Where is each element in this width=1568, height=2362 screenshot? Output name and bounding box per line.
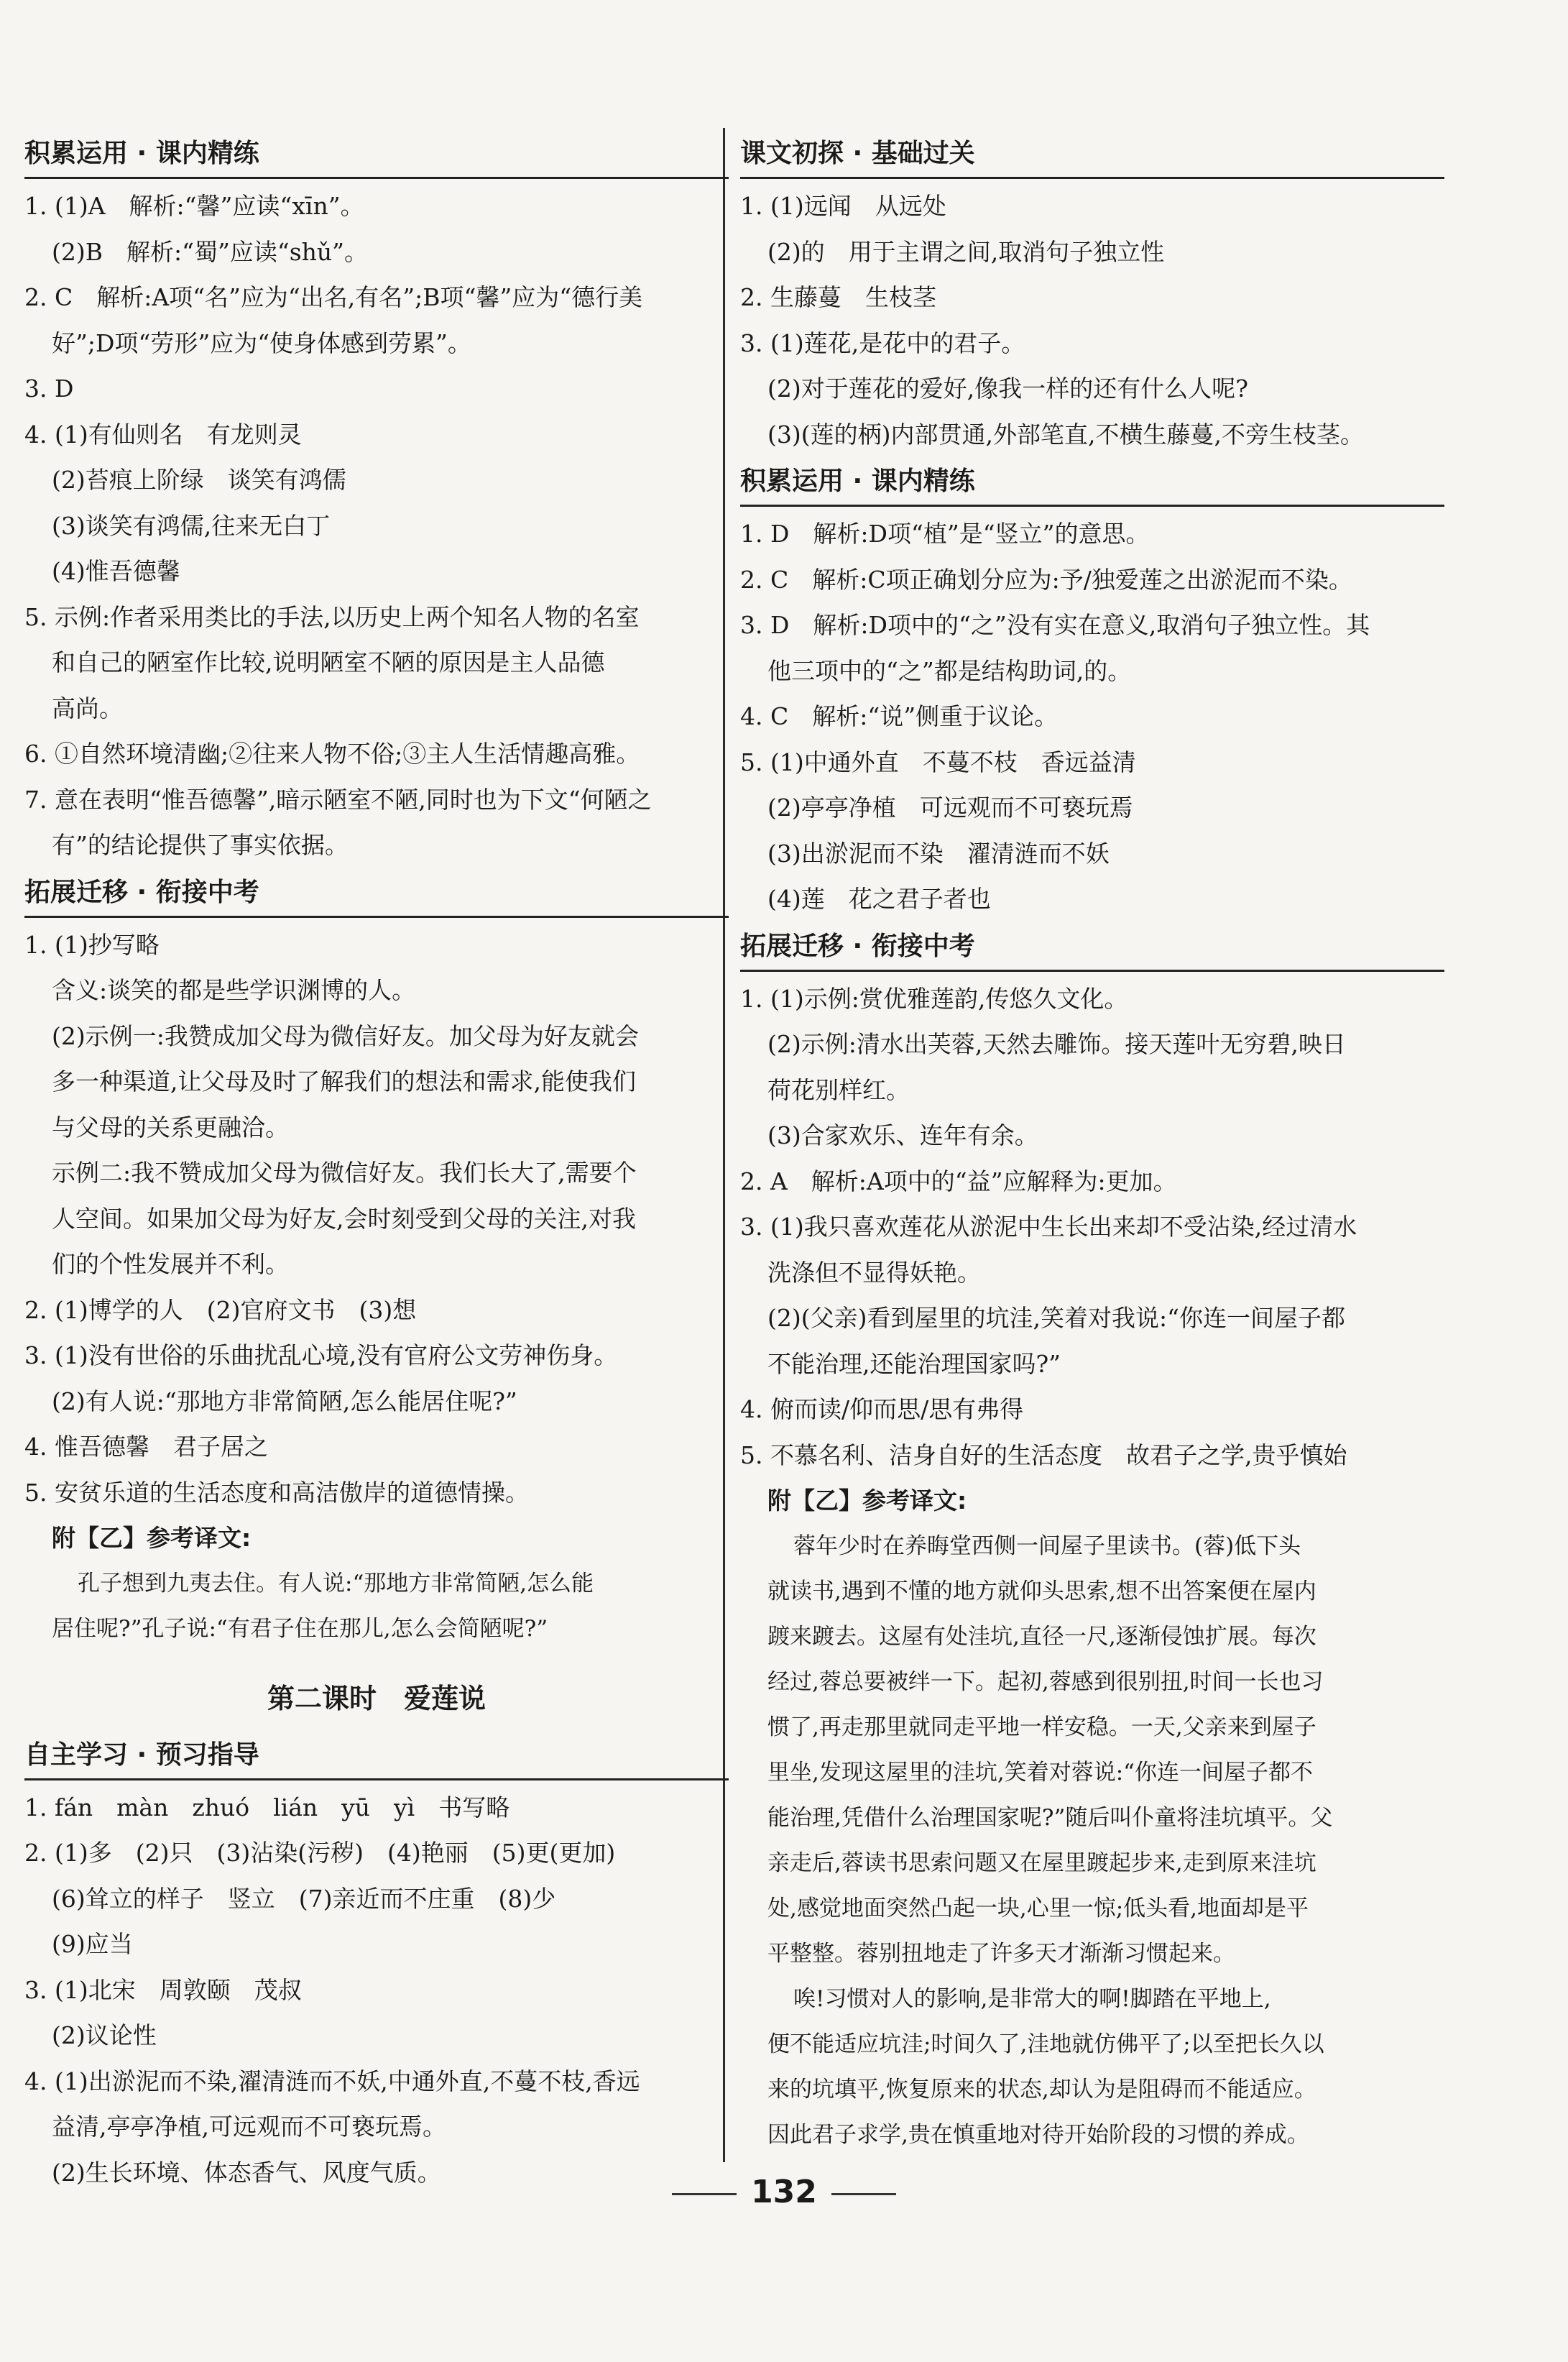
- answer-line: (2)苔痕上阶绿 谈笑有鸿儒: [52, 466, 346, 494]
- translation-heading: 附【乙】参考译文:: [52, 1524, 252, 1552]
- answer-line: (2)B 解析:“蜀”应读“shǔ”。: [52, 237, 369, 266]
- answer-line: 2. C 解析:C项正确划分应为:予/独爱莲之出淤泥而不染。: [740, 565, 1352, 594]
- answer-line: (2)亭亭净植 可远观而不可亵玩焉: [767, 794, 1133, 822]
- answer-line: (2)对于莲花的爱好,像我一样的还有什么人呢?: [767, 374, 1248, 403]
- answer-line: 有”的结论提供了事实依据。: [52, 831, 349, 859]
- translation-line: 孔子想到九夷去住。有人说:“那地方非常简陋,怎么能: [78, 1570, 594, 1596]
- answer-line: 6. ①自然环境清幽;②往来人物不俗;③主人生活情趣高雅。: [24, 740, 640, 768]
- answer-line: 3. D: [24, 374, 74, 403]
- answer-line: (3)出淤泥而不染 濯清涟而不妖: [767, 839, 1110, 868]
- answer-line: (2)示例:清水出芙蓉,天然去雕饰。接天莲叶无穷碧,映日: [767, 1030, 1346, 1058]
- answer-line: (4)莲 花之君子者也: [767, 885, 991, 913]
- answer-line: 7. 意在表明“惟吾德馨”,暗示陋室不陋,同时也为下文“何陋之: [24, 785, 652, 814]
- answer-line: (2)示例一:我赞成加父母为微信好友。加父母为好友就会: [52, 1021, 639, 1050]
- section-heading: 拓展迁移 · 衔接中考: [24, 870, 729, 918]
- page-number-dash-left: [672, 2193, 737, 2195]
- answer-line: 4. 俯而读/仰而思/思有弗得: [740, 1395, 1024, 1423]
- answer-line: 好”;D项“劳形”应为“使身体感到劳累”。: [52, 328, 471, 357]
- answer-line: (2)议论性: [52, 2021, 157, 2049]
- answer-line: 1. D 解析:D项“植”是“竖立”的意思。: [740, 520, 1150, 548]
- answer-line: 2. 生藤蔓 生枝茎: [740, 283, 936, 311]
- answer-line: 5. (1)中通外直 不蔓不枝 香远益清: [740, 748, 1136, 776]
- answer-line: 2. (1)博学的人 (2)官府文书 (3)想: [24, 1295, 417, 1324]
- answer-line: (2)有人说:“那地方非常简陋,怎么能居住呢?”: [52, 1387, 517, 1415]
- answer-line: (9)应当: [52, 1930, 133, 1958]
- translation-line: 处,感觉地面突然凸起一块,心里一惊;低头看,地面却是平: [767, 1895, 1309, 1921]
- translation-line: 平整整。蓉别扭地走了许多天才渐渐习惯起来。: [767, 1940, 1235, 1967]
- answer-line: 含义:谈笑的都是些学识渊博的人。: [52, 976, 416, 1004]
- translation-line: 居住呢?”孔子说:“有君子住在那儿,怎么会简陋呢?”: [52, 1615, 548, 1642]
- answer-line: 1. (1)抄写略: [24, 930, 160, 959]
- section-heading: 自主学习 · 预习指导: [24, 1732, 729, 1780]
- answer-line: 4. C 解析:“说”侧重于议论。: [740, 702, 1059, 730]
- page-number: [0, 2164, 1568, 2221]
- answer-line: 5. 不慕名利、洁身自好的生活态度 故君子之学,贵乎慎始: [740, 1440, 1347, 1469]
- answer-line: 2. (1)多 (2)只 (3)沾染(污秽) (4)艳丽 (5)更(更加): [24, 1839, 616, 1867]
- answer-line: (3)(莲的柄)内部贯通,外部笔直,不横生藤蔓,不旁生枝茎。: [767, 420, 1364, 449]
- answer-line: 2. A 解析:A项中的“益”应解释为:更加。: [740, 1167, 1177, 1195]
- answer-line: 4. (1)出淤泥而不染,濯清涟而不妖,中通外直,不蔓不枝,香远: [24, 2067, 640, 2095]
- answer-line: 不能治理,还能治理国家吗?”: [767, 1349, 1061, 1378]
- answer-line: 高尚。: [52, 694, 123, 722]
- answer-line: 们的个性发展并不利。: [52, 1250, 289, 1278]
- answer-line: 荷花别样红。: [767, 1075, 910, 1104]
- answer-line: (2)(父亲)看到屋里的坑洼,笑着对我说:“你连一间屋子都: [767, 1304, 1345, 1332]
- answer-line: (6)耸立的样子 竖立 (7)亲近而不庄重 (8)少: [52, 1884, 556, 1913]
- answer-line: 1. (1)示例:赏优雅莲韵,传悠久文化。: [740, 984, 1128, 1013]
- translation-line: 便不能适应坑洼;时间久了,洼地就仿佛平了;以至把长久以: [767, 2031, 1324, 2057]
- left-column: [24, 129, 729, 2195]
- answer-line: 3. (1)北宋 周敦颐 茂叔: [24, 1975, 302, 2004]
- section-heading: 积累运用 · 课内精练: [740, 459, 1444, 507]
- answer-line: 4. (1)有仙则名 有龙则灵: [24, 420, 302, 449]
- translation-line: 能治理,凭借什么治理国家呢?”随后叫仆童将洼坑填平。父: [767, 1804, 1333, 1831]
- translation-line: 因此君子求学,贵在慎重地对待开始阶段的习惯的养成。: [767, 2121, 1309, 2148]
- translation-line: 亲走后,蓉读书思索问题又在屋里踱起步来,走到原来洼坑: [767, 1849, 1316, 1876]
- page-number-text: 132: [751, 2174, 817, 2210]
- answer-line: 多一种渠道,让父母及时了解我们的想法和需求,能使我们: [52, 1067, 636, 1095]
- translation-line: 经过,蓉总要被绊一下。起初,蓉感到很别扭,时间一长也习: [767, 1668, 1324, 1695]
- translation-line: 里坐,发现这屋里的洼坑,笑着对蓉说:“你连一间屋子都不: [767, 1759, 1313, 1786]
- answer-line: 3. (1)我只喜欢莲花从淤泥中生长出来却不受沾染,经过清水: [740, 1213, 1357, 1241]
- answer-line: 5. 安贫乐道的生活态度和高洁傲岸的道德情操。: [24, 1478, 529, 1507]
- translation-heading: 附【乙】参考译文:: [767, 1486, 967, 1515]
- section-heading: 课文初探 · 基础过关: [740, 131, 1444, 179]
- answer-line: 与父母的关系更融洽。: [52, 1113, 289, 1141]
- translation-line: 惯了,再走那里就同走平地一样安稳。一天,父亲来到屋子: [767, 1714, 1316, 1740]
- answer-line: (2)的 用于主谓之间,取消句子独立性: [767, 237, 1165, 266]
- answer-line: 3. (1)莲花,是花中的君子。: [740, 328, 1025, 357]
- answer-line: 1. fán màn zhuó lián yū yì 书写略: [24, 1793, 510, 1821]
- right-column: [740, 129, 1444, 2158]
- answer-line: 4. 惟吾德馨 君子居之: [24, 1433, 268, 1461]
- answer-line: 1. (1)远闻 从远处: [740, 192, 946, 220]
- answer-line: 他三项中的“之”都是结构助词,的。: [767, 656, 1132, 685]
- answer-line: (4)惟吾德馨: [52, 557, 180, 585]
- section-heading: 拓展迁移 · 衔接中考: [740, 924, 1444, 972]
- section-heading: 积累运用 · 课内精练: [24, 131, 729, 179]
- lesson-title: 第二课时 爱莲说: [267, 1682, 486, 1714]
- answer-line: 2. C 解析:A项“名”应为“出名,有名”;B项“馨”应为“德行美: [24, 283, 643, 311]
- answer-line: (3)合家欢乐、连年有余。: [767, 1121, 1038, 1149]
- answer-line: (3)谈笑有鸿儒,往来无白丁: [52, 511, 331, 540]
- translation-line: 来的坑填平,恢复原来的状态,却认为是阻碍而不能适应。: [767, 2076, 1316, 2103]
- answer-line: 5. 示例:作者采用类比的手法,以历史上两个知名人物的名室: [24, 602, 640, 631]
- translation-line: 就读书,遇到不懂的地方就仰头思索,想不出答案便在屋内: [767, 1578, 1316, 1604]
- answer-line: (2)生长环境、体态香气、风度气质。: [52, 2158, 441, 2187]
- page-number-dash-right: [831, 2193, 896, 2195]
- answer-line: 洗涤但不显得妖艳。: [767, 1258, 981, 1287]
- answer-line: 3. (1)没有世俗的乐曲扰乱心境,没有官府公文劳神伤身。: [24, 1341, 618, 1369]
- answer-line: 益清,亭亭净植,可远观而不可亵玩焉。: [52, 2113, 446, 2141]
- answer-line: 3. D 解析:D项中的“之”没有实在意义,取消句子独立性。其: [740, 611, 1370, 639]
- translation-line: 唉!习惯对人的影响,是非常大的啊!脚踏在平地上,: [793, 1985, 1271, 2012]
- translation-line: 蓉年少时在养晦堂西侧一间屋子里读书。(蓉)低下头: [793, 1532, 1301, 1559]
- answer-line: 人空间。如果加父母为好友,会时刻受到父母的关注,对我: [52, 1204, 636, 1233]
- translation-line: 踱来踱去。这屋有处洼坑,直径一尺,逐渐侵蚀扩展。每次: [767, 1623, 1316, 1650]
- answer-line: 1. (1)A 解析:“馨”应读“xīn”。: [24, 192, 364, 220]
- answer-line: 示例二:我不赞成加父母为微信好友。我们长大了,需要个: [52, 1159, 637, 1187]
- answer-line: 和自己的陋室作比较,说明陋室不陋的原因是主人品德: [52, 648, 605, 676]
